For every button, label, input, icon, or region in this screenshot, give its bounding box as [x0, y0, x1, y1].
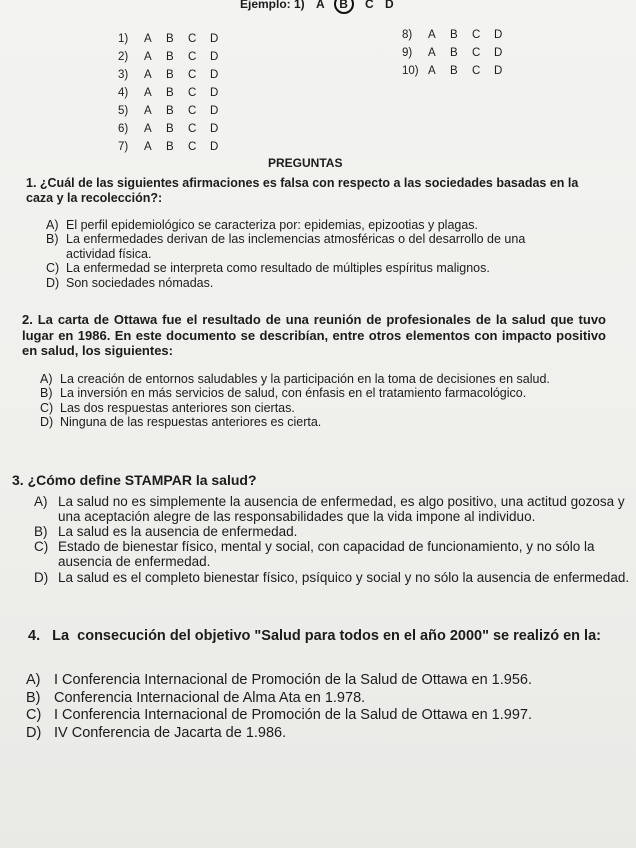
answer-row-10[interactable]	[402, 62, 516, 80]
option-item[interactable]	[46, 276, 566, 290]
option-a[interactable]: A	[144, 141, 152, 153]
option-b[interactable]: B	[166, 51, 174, 63]
answer-sheet-right	[402, 26, 516, 80]
section-title: PREGUNTAS	[268, 156, 343, 170]
option-b[interactable]: B	[166, 69, 174, 81]
option-c[interactable]: C	[188, 105, 197, 117]
option-b[interactable]: B	[166, 87, 174, 99]
question-1-options	[46, 218, 566, 290]
option-c[interactable]: C	[472, 65, 481, 77]
option-item[interactable]	[34, 570, 632, 585]
option-b[interactable]: B	[166, 141, 174, 153]
option-item[interactable]	[40, 372, 610, 386]
option-label: D)	[34, 569, 49, 585]
option-b[interactable]: B	[166, 123, 174, 135]
answer-number: 7)	[118, 141, 129, 153]
answer-row-7[interactable]	[118, 138, 232, 156]
option-item[interactable]	[34, 539, 632, 569]
question-2: 2. La carta de Ottawa fue el resultado de una reunión de profesionales de la salud que tuvo lugar en 1986. En este documento se describían, entre otros elementos con impacto positivo en salud, los siguientes:	[22, 312, 606, 359]
option-item[interactable]	[46, 218, 566, 232]
option-item[interactable]	[40, 401, 610, 415]
answer-number: 6)	[118, 123, 129, 135]
option-c[interactable]: C	[472, 47, 481, 59]
option-item[interactable]	[46, 261, 566, 275]
option-a[interactable]: A	[428, 47, 436, 59]
option-d[interactable]: D	[210, 69, 219, 81]
option-text: El perfil epidemiológico se caracteriza por: epidemias, epizootias y plagas.	[66, 218, 479, 232]
option-d[interactable]: D	[210, 123, 219, 135]
question-3-options	[34, 494, 632, 585]
option-text: I Conferencia Internacional de Promoción de la Salud de Ottawa en 1.997.	[54, 707, 532, 724]
option-item[interactable]	[46, 232, 566, 261]
option-c[interactable]: C	[472, 29, 481, 41]
answer-row-9[interactable]	[402, 44, 516, 62]
option-b[interactable]: B	[166, 33, 174, 45]
answer-row-3[interactable]	[118, 66, 232, 84]
option-c[interactable]: C	[188, 33, 197, 45]
option-d[interactable]: D	[210, 51, 219, 63]
option-c[interactable]: C	[188, 123, 197, 135]
option-text: Ninguna de las respuestas anteriores es cierta.	[60, 415, 322, 430]
option-a[interactable]: A	[144, 69, 152, 81]
option-c[interactable]: C	[188, 51, 197, 63]
option-text: Son sociedades nómadas.	[66, 275, 214, 290]
option-text: Conferencia Internacional de Alma Ata en 1.978.	[54, 689, 366, 706]
question-2-options	[40, 372, 610, 430]
option-a[interactable]: A	[428, 65, 436, 77]
option-text: La enfermedades derivan de las inclemencias atmosféricas o del desarrollo de una actividad física.	[66, 232, 526, 261]
option-d[interactable]: D	[494, 65, 503, 77]
example-option-a: A	[316, 0, 325, 11]
answer-number: 3)	[118, 69, 129, 81]
option-d[interactable]: D	[494, 47, 503, 59]
question-3: 3. ¿Cómo define STAMPAR la salud?	[12, 472, 257, 488]
option-d[interactable]: D	[210, 105, 219, 117]
option-label: C)	[40, 400, 54, 415]
example-option-b-circled: B	[334, 0, 354, 14]
question-4-options	[26, 672, 606, 743]
option-text: La salud es la ausencia de enfermedad.	[58, 524, 298, 540]
option-label: A)	[26, 672, 41, 688]
option-label: D)	[40, 415, 54, 430]
answer-number: 1)	[118, 33, 129, 45]
answer-number: 4)	[118, 87, 129, 99]
option-d[interactable]: D	[494, 29, 503, 41]
example-option-c: C	[364, 0, 374, 11]
option-d[interactable]: D	[210, 33, 219, 45]
question-4: 4. La consecución del objetivo "Salud para todos en el año 2000" se realizó en la:	[28, 628, 601, 644]
option-d[interactable]: D	[210, 141, 219, 153]
option-item[interactable]	[40, 415, 610, 429]
question-1: 1. ¿Cuál de las siguientes afirmaciones es falsa con respecto a las sociedades basadas en la caza y la recolección?:	[26, 176, 579, 205]
answer-number: 9)	[402, 47, 413, 59]
option-a[interactable]: A	[144, 123, 152, 135]
answer-row-2[interactable]	[118, 48, 232, 66]
answer-row-1[interactable]	[118, 30, 232, 48]
option-text: IV Conferencia de Jacarta de 1.986.	[54, 725, 287, 742]
option-a[interactable]: A	[144, 87, 152, 99]
option-label: B)	[34, 524, 48, 540]
answer-row-4[interactable]	[118, 84, 232, 102]
answer-row-8[interactable]	[402, 26, 516, 44]
option-label: A)	[40, 372, 53, 386]
option-b[interactable]: B	[450, 65, 458, 77]
option-label: A)	[46, 218, 59, 232]
option-c[interactable]: C	[188, 87, 197, 99]
option-c[interactable]: C	[188, 69, 197, 81]
option-b[interactable]: B	[450, 47, 458, 59]
option-a[interactable]: A	[428, 29, 436, 41]
option-label: C)	[34, 539, 49, 555]
option-label: B)	[26, 689, 41, 706]
option-text: La salud es el completo bienestar físico, psíquico y social y no sólo la ausencia de enfermedad.	[58, 569, 630, 585]
option-item[interactable]	[26, 725, 606, 743]
option-label: A)	[34, 494, 48, 509]
option-b[interactable]: B	[450, 29, 458, 41]
option-label: C)	[26, 707, 42, 724]
answer-sheet-left	[118, 30, 232, 156]
example-option-d: D	[384, 0, 394, 11]
option-text: Estado de bienestar físico, mental y social, con capacidad de funcionamiento, y no sólo la ausencia de enfermedad.	[58, 539, 595, 570]
option-text: La salud no es simplemente la ausencia de enfermedad, es algo positivo, una actitud gozosa y una aceptación alegre de las responsabilidades que la vida impone al individuo.	[58, 494, 625, 525]
example-label: Ejemplo: 1)	[240, 0, 305, 11]
option-text: La enfermedad se interpreta como resultado de múltiples espíritus malignos.	[66, 261, 490, 276]
answer-number: 2)	[118, 51, 129, 63]
option-a[interactable]: A	[144, 105, 152, 117]
answer-number: 10)	[402, 65, 419, 77]
option-label: B)	[46, 232, 59, 247]
option-item[interactable]	[34, 494, 632, 524]
option-label: C)	[46, 261, 60, 276]
option-c[interactable]: C	[188, 141, 197, 153]
option-label: D)	[46, 275, 60, 290]
option-text: Las dos respuestas anteriores son ciertas.	[60, 400, 295, 415]
option-text: La creación de entornos saludables y la participación en la toma de decisiones en salud.	[60, 372, 550, 386]
answer-row-6[interactable]	[118, 120, 232, 138]
option-item[interactable]	[34, 524, 632, 539]
option-label: B)	[40, 386, 53, 401]
option-item[interactable]	[26, 672, 606, 690]
option-item[interactable]	[26, 707, 606, 725]
option-a[interactable]: A	[144, 33, 152, 45]
answer-row-5[interactable]	[118, 102, 232, 120]
option-label: D)	[26, 725, 42, 742]
option-item[interactable]	[40, 386, 610, 400]
answer-number: 5)	[118, 105, 129, 117]
option-item[interactable]	[26, 690, 606, 708]
option-d[interactable]: D	[210, 87, 219, 99]
option-text: La inversión en más servicios de salud, con énfasis en el tratamiento farmacológico.	[60, 386, 527, 401]
example-line	[240, 0, 394, 14]
option-a[interactable]: A	[144, 51, 152, 63]
option-text: I Conferencia Internacional de Promoción de la Salud de Ottawa en 1.956.	[54, 672, 532, 688]
option-b[interactable]: B	[166, 105, 174, 117]
answer-number: 8)	[402, 29, 413, 41]
